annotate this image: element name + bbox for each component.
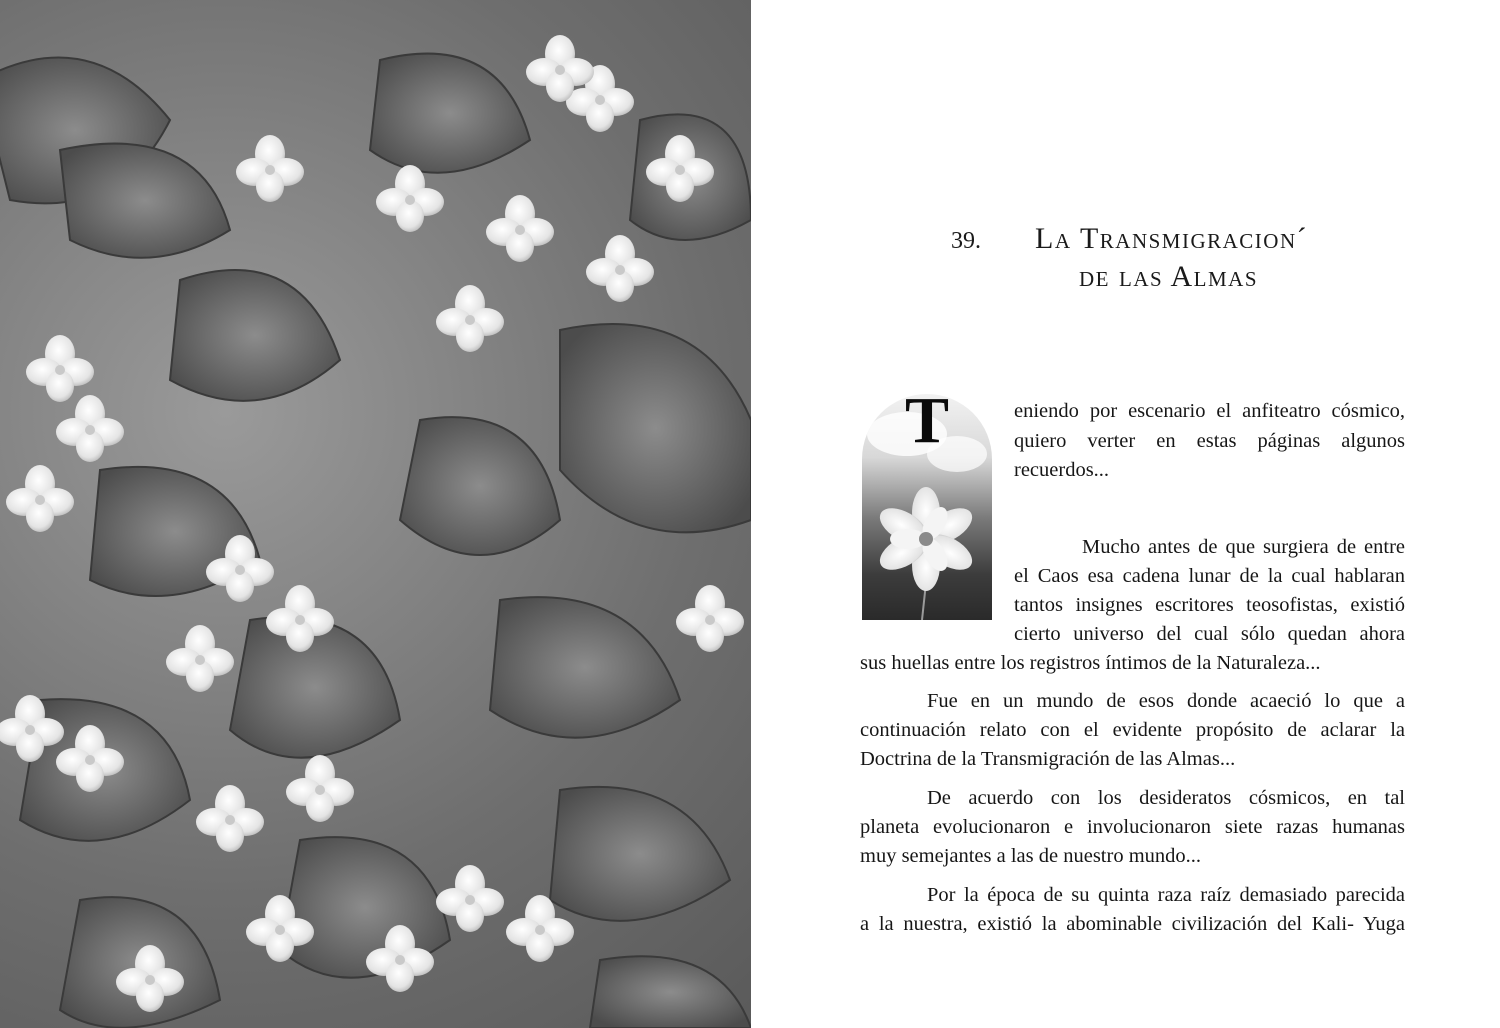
dropcap-illustration — [862, 394, 992, 620]
text-line: muy semejantes a las de nuestro mundo... — [860, 845, 1202, 867]
chapter-heading — [951, 222, 1391, 294]
text-line: Por la época de su quinta raza raíz demasiado parecida — [927, 884, 1405, 906]
text-line: sus huellas entre los registros íntimos de la Naturaleza... — [860, 652, 1321, 674]
text-line: planeta evolucionaron e involucionaron siete razas humanas — [860, 816, 1405, 838]
text-line: Doctrina de la Transmigración de las Almas... — [860, 748, 1236, 770]
text-line: tantos insignes escritores teosofistas, existió — [1014, 594, 1405, 616]
text-line: continuación relato con el evidente propósito de aclarar la — [860, 719, 1405, 741]
dropcap-letter: T — [904, 394, 950, 457]
text-page — [751, 0, 1500, 1028]
text-line: Mucho antes de que surgiera de entre — [1082, 536, 1405, 558]
chapter-number: 39. — [951, 228, 981, 254]
text-line: cierto universo del cual sólo quedan ahora — [1014, 623, 1405, 645]
text-line: a la nuestra, existió la abominable civilización del Kali- Yuga — [860, 913, 1405, 935]
text-line: el Caos esa cadena lunar de la cual hablaran — [1014, 565, 1405, 587]
text-line: De acuerdo con los desideratos cósmicos, en tal — [927, 787, 1405, 809]
text-line: Fue en un mundo de esos donde acaeció lo que a — [927, 690, 1405, 712]
chapter-title-line2: de las Almas — [1079, 260, 1259, 293]
chapter-title-line1: La Transmigracion´ — [1035, 222, 1309, 255]
text-line: recuerdos... — [1014, 459, 1110, 481]
text-line: quiero verter en estas páginas algunos — [1014, 430, 1405, 452]
text-line: eniendo por escenario el anfiteatro cósmico, — [1014, 400, 1405, 422]
